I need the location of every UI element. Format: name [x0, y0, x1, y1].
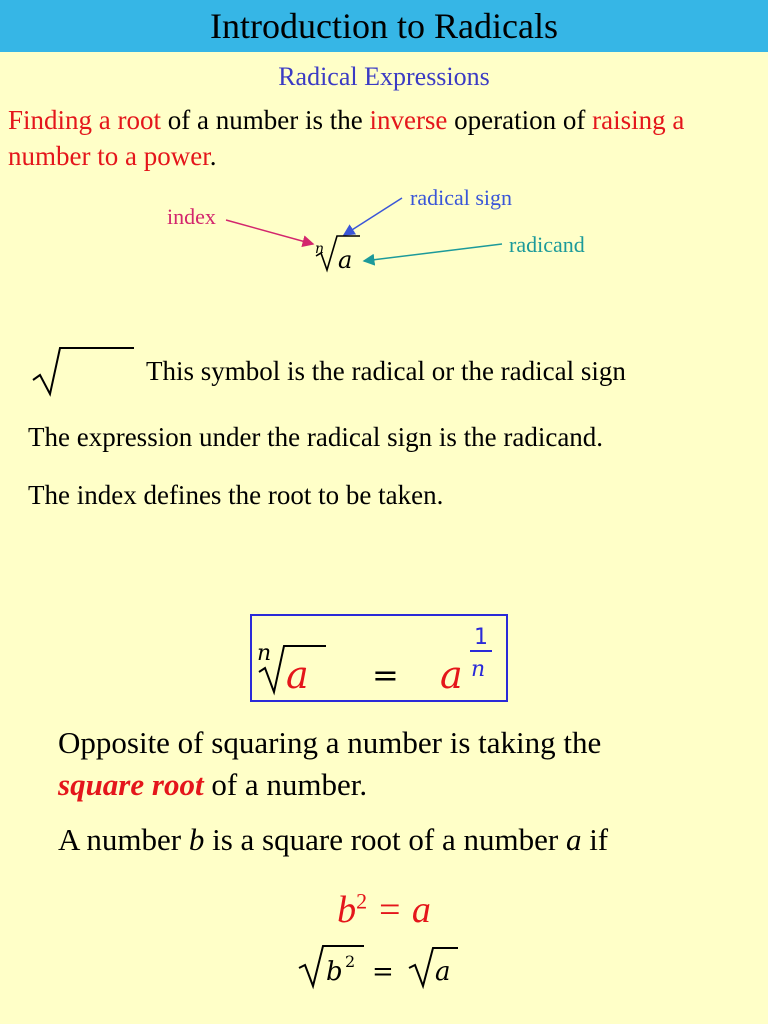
intro-text-2: operation of	[447, 105, 593, 135]
equation-b-squared	[0, 888, 768, 932]
radical-symbol-description: This symbol is the radical or the radical sign	[146, 356, 626, 386]
diagram-arrows	[0, 180, 768, 290]
intro-text-3: .	[209, 141, 217, 171]
radicand-definition: The expression under the radical sign is the radicand.	[28, 422, 604, 452]
def-var-b: b	[188, 822, 205, 857]
eq2-left-exponent: 2	[345, 952, 356, 971]
eq2-right-radical	[409, 948, 458, 986]
square-root-line2: of a number.	[203, 767, 368, 802]
intro-text-1: of a number is the	[161, 105, 370, 135]
radicand-arrow	[364, 244, 502, 261]
square-root-intro	[58, 722, 738, 806]
square-root-definition	[58, 822, 608, 858]
eq1-exponent: 2	[356, 888, 368, 914]
intro-raising-power: raising a number to a power	[8, 105, 685, 171]
radical-diagram	[0, 180, 768, 290]
radical-symbol-icon	[30, 342, 140, 400]
def-text-1: A number	[58, 822, 189, 857]
eq2-equals: =	[372, 957, 394, 987]
intro-inverse: inverse	[369, 105, 448, 135]
slide-title: Introduction to Radicals	[0, 0, 768, 52]
formula-exponent-numerator: 1	[474, 625, 488, 650]
slide-subtitle: Radical Expressions	[278, 62, 490, 91]
nth-root-formula	[252, 616, 506, 700]
formula-radicand-a: a	[286, 653, 309, 697]
square-root-emphasis: square root	[58, 767, 204, 802]
intro-paragraph	[8, 102, 760, 174]
equation-sqrt	[296, 940, 476, 990]
index-label: index	[167, 204, 216, 229]
square-root-line1: Opposite of squaring a number is taking the	[58, 725, 602, 760]
formula-equals: =	[372, 656, 399, 694]
def-var-a: a	[565, 822, 582, 857]
eq1-base: b	[337, 889, 357, 931]
formula-index-n: n	[257, 641, 272, 666]
index-definition: The index defines the root to be taken.	[28, 480, 444, 510]
nth-root-formula-box	[250, 614, 508, 702]
eq1-rest: = a	[376, 889, 431, 931]
intro-finding-root: Finding a root	[8, 105, 161, 135]
radicand-label: radicand	[509, 232, 585, 257]
radical-sign-arrow	[344, 198, 402, 235]
formula-base-a: a	[440, 653, 463, 697]
eq2-right-a: a	[435, 957, 451, 987]
diagram-index-n: n	[315, 241, 325, 257]
formula-exponent-denominator: n	[471, 657, 486, 682]
def-text-2: is a square root of a number	[204, 822, 566, 857]
index-arrow	[226, 220, 313, 244]
diagram-radicand-a: a	[338, 246, 353, 274]
def-text-3: if	[581, 822, 609, 857]
radical-sign-label: radical sign	[410, 185, 513, 210]
eq2-left-base: b	[326, 957, 343, 987]
